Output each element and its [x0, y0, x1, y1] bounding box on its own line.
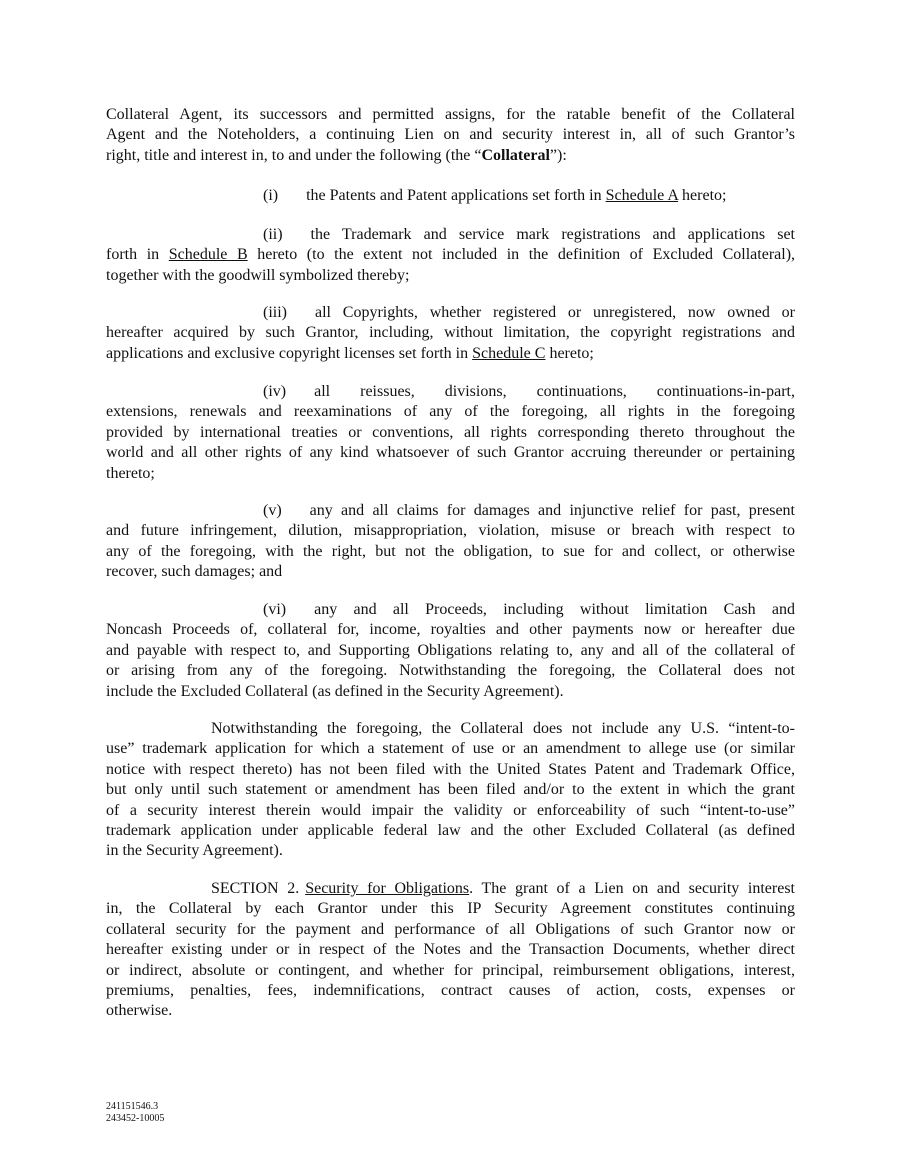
- intro-line: right, title and interest in, to and under the following (the “Collateral”):: [106, 146, 567, 164]
- item-line: (ii) the Trademark and service mark registrations and applications set: [263, 226, 795, 243]
- item-vi: [106, 600, 795, 702]
- paragraph-line: premiums, penalties, fees, indemnifications, contract causes of action, costs, expenses or: [106, 982, 795, 1000]
- item-v: [106, 501, 795, 583]
- paragraph-line: hereafter existing under or in respect of the Notes and the Transaction Documents, whether direct: [106, 941, 795, 959]
- notwithstanding-paragraph: [106, 719, 795, 862]
- item-line: thereto;: [106, 464, 155, 482]
- item-number: (i): [263, 187, 279, 204]
- item-line: recover, such damages; and: [106, 563, 283, 581]
- schedule-a-reference: Schedule A: [605, 187, 679, 204]
- item-line: forth in Schedule B hereto (to the extent not included in the definition of Excluded Collateral),: [106, 246, 796, 264]
- item-iv: [106, 382, 795, 484]
- intro-line: Collateral Agent, its successors and permitted assigns, for the ratable benefit of the Collateral: [106, 106, 795, 123]
- paragraph-line: trademark application under applicable federal law and the other Excluded Collateral (as defined: [106, 822, 795, 840]
- section-2-paragraph: [106, 879, 795, 1022]
- paragraph-line: notice with respect thereto) has not been filed with the United States Patent and Trademark Office,: [106, 760, 795, 778]
- paragraph-line: collateral security for the payment and performance of all Obligations of such Grantor now or: [106, 920, 795, 938]
- item-line: provided by international treaties or conventions, all rights corresponding thereto throughout the: [106, 423, 795, 441]
- schedule-b-reference: Schedule B: [168, 246, 248, 264]
- paragraph-line: of a security interest therein would impair the validity or enforceability of such “intent-to-use”: [106, 801, 795, 819]
- item-line: hereafter acquired by such Grantor, including, without limitation, the copyright registrations and: [106, 324, 795, 342]
- item-number: (iv): [263, 383, 287, 400]
- item-line: any of the foregoing, with the right, but not the obligation, to sue for and collect, or otherwise: [106, 542, 795, 560]
- paragraph-line: Notwithstanding the foregoing, the Collateral does not include any U.S. “intent-to-: [211, 720, 795, 737]
- paragraph-line: but only until such statement or amendment has been filed and/or to the extent in which the grant: [106, 781, 795, 799]
- section-label: SECTION 2.: [211, 880, 300, 897]
- item-line: (iv) all reissues, divisions, continuations, continuations-in-part,: [263, 383, 795, 400]
- item-line: extensions, renewals and reexaminations of any of the foregoing, all rights in the foregoing: [106, 403, 795, 421]
- section-heading: Security for Obligations: [305, 880, 470, 897]
- paragraph-line: use” trademark application for which a statement of use or an amendment to allege use (or similar: [106, 740, 795, 758]
- item-line: together with the goodwill symbolized thereby;: [106, 266, 410, 284]
- item-number: (vi): [263, 601, 287, 618]
- item-line: applications and exclusive copyright licenses set forth in Schedule C hereto;: [106, 344, 594, 362]
- item-line: or arising from any of the foregoing. Notwithstanding the foregoing, the Collateral does not: [106, 662, 795, 680]
- item-number: (v): [263, 502, 282, 519]
- item-line: include the Excluded Collateral (as defined in the Security Agreement).: [106, 682, 564, 700]
- matter-id: 243452-10005: [106, 1113, 165, 1124]
- item-line: and payable with respect to, and Supporting Obligations relating to, any and all of the collateral of: [106, 641, 795, 659]
- paragraph-line: or indirect, absolute or contingent, and whether for principal, reimbursement obligations, interest,: [106, 961, 795, 979]
- item-line: (i) the Patents and Patent applications set forth in Schedule A hereto;: [263, 187, 727, 204]
- item-i: [106, 186, 795, 206]
- item-number: (ii): [263, 226, 283, 243]
- paragraph-line: in the Security Agreement).: [106, 842, 283, 860]
- item-line: (iii) all Copyrights, whether registered or unregistered, now owned or: [263, 304, 795, 321]
- item-line: (vi) any and all Proceeds, including without limitation Cash and: [263, 601, 795, 618]
- intro-paragraph: [106, 105, 795, 166]
- item-iii: [106, 303, 795, 364]
- item-line: world and all other rights of any kind whatsoever of such Grantor accruing thereunder or pertaining: [106, 444, 795, 462]
- item-line: and future infringement, dilution, misappropriation, violation, misuse or breach with respect to: [106, 522, 795, 540]
- paragraph-line: SECTION 2. Security for Obligations. The grant of a Lien on and security interest: [211, 880, 795, 897]
- paragraph-line: otherwise.: [106, 1002, 173, 1020]
- document-footer: [106, 1101, 164, 1125]
- item-line: Noncash Proceeds of, collateral for, income, royalties and other payments now or hereafter due: [106, 621, 795, 639]
- item-line: (v) any and all claims for damages and injunctive relief for past, present: [263, 502, 795, 519]
- collateral-term: Collateral: [481, 146, 550, 164]
- intro-line: Agent and the Noteholders, a continuing Lien on and security interest in, all of such Grantor’s: [106, 126, 795, 144]
- item-ii: [106, 225, 795, 286]
- paragraph-line: in, the Collateral by each Grantor under this IP Security Agreement constitutes continuing: [106, 900, 795, 918]
- schedule-c-reference: Schedule C: [472, 344, 546, 362]
- doc-id: 241151546.3: [106, 1101, 159, 1112]
- item-number: (iii): [263, 304, 287, 321]
